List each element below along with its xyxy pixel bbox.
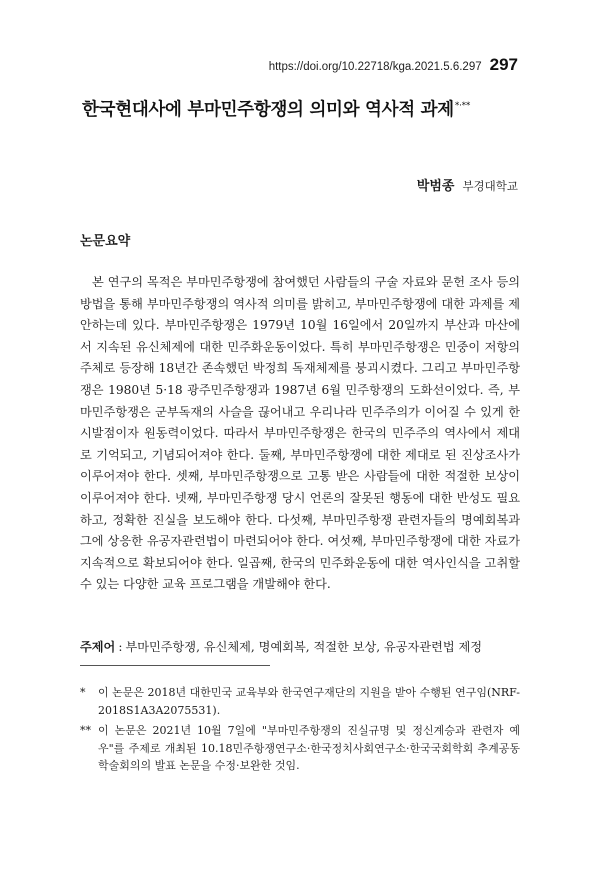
footnote-mark: * <box>80 686 86 699</box>
abstract-body <box>80 272 520 596</box>
author-line <box>417 175 518 194</box>
abstract-paragraph: 본 연구의 목적은 부마민주항쟁에 참여했던 사람들의 구술 자료와 문헌 조사 등의 방법을 통해 부마민주항쟁의 역사적 의미를 밝히고, 부마민주항쟁에 대한 과제를 제안하는데 있다. 부마민주항쟁은 1979년 10월 16일에서 20일까지 부산과 마산에서 지속된 유신체제에 대한 민주화운동이었다. 특히 부마민주항쟁은 민중이 저항의 주체로 등장해 18년간 존속했던 박정희 독재체제를 붕괴시켰다. 그리고 부마민주항쟁은 1980년 5·18 광주민주항쟁과 1987년 6월 민주항쟁의 도화선이었다. 즉, 부마민주항쟁은 군부독재의 사슬을 끊어내고 우리나라 민주주의가 이어질 수 있게 한 시발점이자 원동력이었다. 따라서 부마민주항쟁은 한국의 민주주의 역사에서 제대로 기억되고, 기념되어져야 한다. 둘째, 부마민주항쟁에 대한 제대로 된 진상조사가 이루어져야 한다. 셋째, 부마민주항쟁으로 고통 받은 사람들에 대한 적절한 보상이 이루어져야 한다. 넷째, 부마민주항쟁 당시 언론의 잘못된 행동에 대한 반성도 필요하고, 정확한 진실을 보도해야 한다. 다섯째, 부마민주항쟁 관련자들의 명예회복과 그에 상응한 유공자관련법이 마련되어야 한다. 여섯째, 부마민주항쟁에 대한 자료가 지속적으로 확보되어야 한다. 일곱째, 한국의 민주화운동에 대한 역사인식을 고취할 수 있는 다양한 교육 프로그램을 개발해야 한다. <box>80 275 520 592</box>
title-footnote-marks: *·** <box>454 101 471 112</box>
keywords-label: 주제어 <box>80 640 116 654</box>
footnote-text: 이 논문은 2018년 대한민국 교육부와 한국연구재단의 지원을 받아 수행된 연구임(NRF-2018S1A3A2075531). <box>98 686 520 717</box>
keywords-separator: : <box>118 640 123 654</box>
keywords-text: 부마민주항쟁, 유신체제, 명예회복, 적절한 보상, 유공자관련법 제정 <box>125 640 483 654</box>
keywords-line <box>80 638 530 655</box>
running-header <box>269 55 518 75</box>
author-name: 박범종 <box>416 179 455 194</box>
footnote-text: 이 논문은 2021년 10월 7일에 "부마민주항쟁의 진실규명 및 정신계승과 관련자 예우"를 주제로 개최된 10.18민주항쟁연구소·한국정치사회연구소·한국국회학회 추계공동학술회의의 발표 논문을 수정·보완한 것임. <box>98 724 520 772</box>
footnote-mark: ** <box>80 724 91 737</box>
paper-title-text: 한국현대사에 부마민주항쟁의 의미와 역사적 과제 <box>82 100 454 120</box>
footnote-1 <box>80 684 520 719</box>
footnote-2 <box>80 722 520 775</box>
abstract-heading: 논문요약 <box>80 234 131 249</box>
author-affiliation: 부경대학교 <box>462 179 518 193</box>
doi-link[interactable]: https://doi.org/10.22718/kga.2021.5.6.297 <box>268 61 482 73</box>
paper-title <box>82 96 532 121</box>
footnote-divider <box>80 665 270 666</box>
footnotes <box>80 684 520 778</box>
page-number: 297 <box>489 55 518 74</box>
